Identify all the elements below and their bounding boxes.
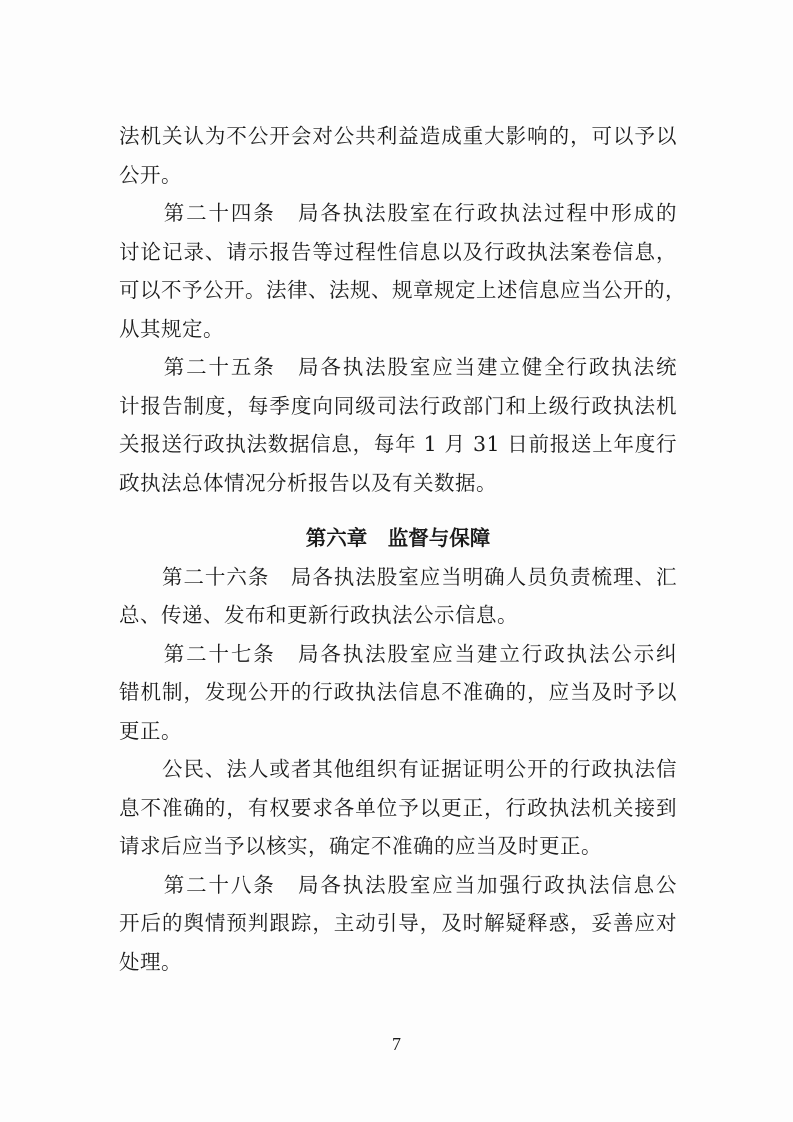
text-line: 政执法总体情况分析报告以及有关数据。 bbox=[119, 470, 497, 495]
section-gap bbox=[119, 502, 677, 519]
text-line: 从其规定。 bbox=[119, 316, 224, 341]
page-body bbox=[119, 117, 686, 981]
text-line: 更正。 bbox=[119, 718, 182, 743]
text-line: 总、传递、发布和更新行政执法公示信息。 bbox=[119, 603, 518, 627]
article-27-line: 第二十七条 局各执法股室应当建立行政执法公示纠 bbox=[119, 641, 677, 666]
text-line: 开后的舆情预判跟踪，主动引导，及时解疑释惑，妥善应对 bbox=[119, 911, 677, 935]
paragraph-line: 公民、法人或者其他组织有证据证明公开的行政执法信 bbox=[119, 757, 677, 781]
text-line: 讨论记录、请示报告等过程性信息以及行政执法案卷信息， bbox=[119, 239, 677, 264]
article-28-line: 第二十八条 局各执法股室应当加强行政执法信息公 bbox=[119, 872, 677, 897]
chapter-heading: 第六章 监督与保障 bbox=[305, 526, 491, 550]
text-line: 处理。 bbox=[119, 949, 182, 974]
text-line: 请求后应当予以核实，确定不准确的应当及时更正。 bbox=[119, 834, 602, 858]
text-line: 息不准确的，有权要求各单位予以更正，行政执法机关接到 bbox=[119, 795, 677, 820]
text-line: 关报送行政执法数据信息，每年 1 月 31 日前报送上年度行 bbox=[119, 432, 677, 456]
text-line: 法机关认为不公开会对公共利益造成重大影响的，可以予以 bbox=[119, 124, 677, 148]
text-line: 计报告制度，每季度向同级司法行政部门和上级行政执法机 bbox=[119, 393, 677, 418]
text-line: 公开。 bbox=[119, 162, 182, 187]
text-line: 可以不予公开。法律、法规、规章规定上述信息应当公开的， bbox=[119, 278, 686, 302]
article-26-line: 第二十六条 局各执法股室应当明确人员负责梳理、汇 bbox=[119, 564, 677, 589]
article-24-line: 第二十四条 局各执法股室在行政执法过程中形成的 bbox=[119, 201, 677, 225]
page-number: 7 bbox=[392, 1034, 401, 1054]
text-line: 错机制，发现公开的行政执法信息不准确的，应当及时予以 bbox=[119, 680, 677, 704]
article-25-line: 第二十五条 局各执法股室应当建立健全行政执法统 bbox=[119, 355, 677, 379]
